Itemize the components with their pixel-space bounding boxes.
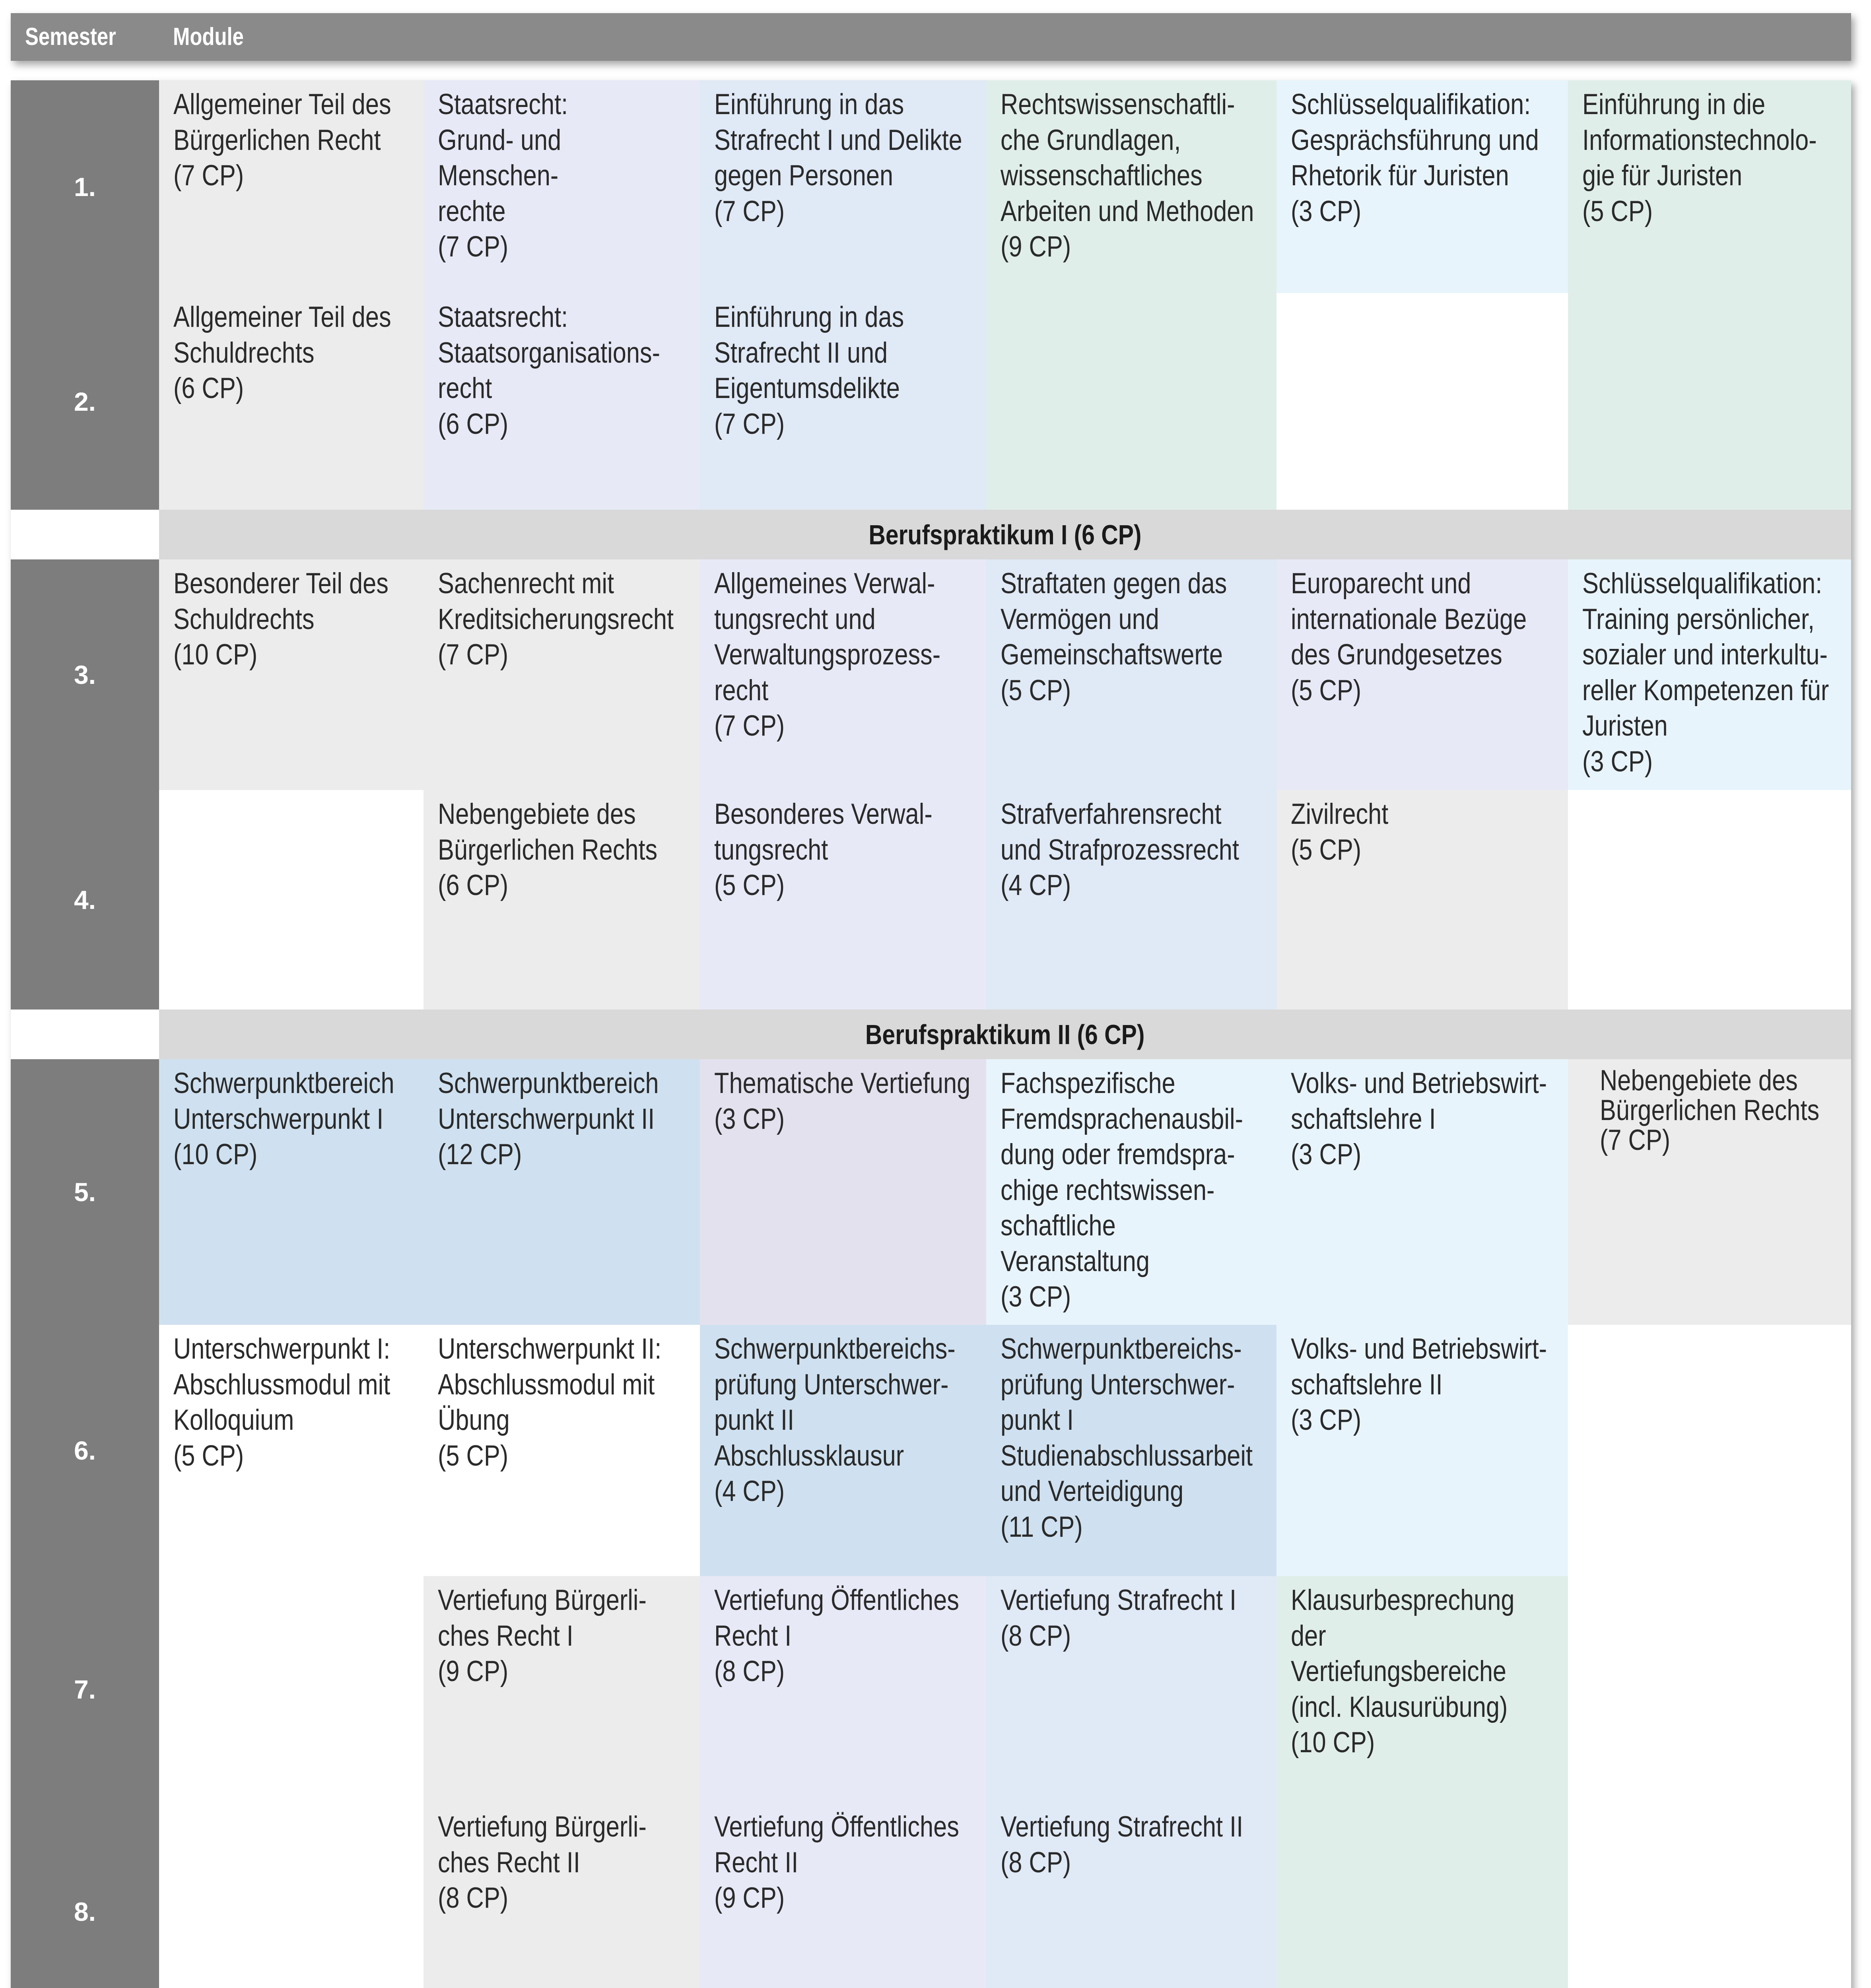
module-s8-c3: Vertiefung Öffentliches Recht II (9 CP) [700, 1803, 986, 1988]
semester-5: 5. [74, 1177, 96, 1207]
module-s1-c2: Staatsrecht: Grund- und Menschen- rechte (7 CP) [424, 80, 700, 293]
empty-cell [1568, 790, 1851, 1010]
module-s3-c5: Europarecht und internationale Bezüge des Grundgesetzes (5 CP) [1276, 559, 1568, 790]
module-s4-c5: Zivilrecht (5 CP) [1276, 790, 1568, 1010]
module-s12-c6: Einführung in die Informationstechnolo- gie für Juristen (5 CP) [1568, 80, 1851, 510]
module-s6-c5: Volks- und Betriebswirt- schaftslehre II (3 CP) [1276, 1325, 1568, 1576]
semester-8: 8. [74, 1897, 96, 1926]
module-s5-c3: Thematische Vertiefung (3 CP) [700, 1059, 986, 1325]
module-s3-c2: Sachenrecht mit Kreditsicherungsrecht (7 CP) [424, 559, 700, 790]
module-s2-c2: Staatsrecht: Staatsorganisations- recht (6 CP) [424, 293, 700, 510]
semester-3: 3. [74, 660, 96, 689]
module-s1-c1: Allgemeiner Teil des Bürgerlichen Recht (7 CP) [159, 80, 424, 293]
module-s1-c3: Einführung in das Strafrecht I und Delikte gegen Personen (7 CP) [700, 80, 986, 293]
module-s3-c3: Allgemeines Verwal- tungsrecht und Verwaltungsprozess- recht (7 CP) [700, 559, 986, 790]
module-s6-c2: Unterschwerpunkt II: Abschlussmodul mit Übung (5 CP) [424, 1325, 700, 1576]
module-s5-c5: Volks- und Betriebswirt- schaftslehre I (3 CP) [1276, 1059, 1568, 1576]
module-s4-c2: Nebengebiete des Bürgerlichen Rechts (6 CP) [424, 790, 700, 1010]
semester-column-header: Semester [25, 23, 116, 50]
module-s5-c2: Schwerpunktbereich Unterschwerpunkt II (12 CP) [424, 1059, 700, 1325]
module-s5-c6: Nebengebiete des Bürgerlichen Rechts (7 CP) [1568, 1059, 1851, 1325]
module-s3-c4: Straftaten gegen das Vermögen und Gemeinschaftswerte (5 CP) [986, 559, 1276, 790]
module-s6-c3: Schwerpunktbereichs- prüfung Unterschwer- punkt II Abschlussklausur (4 CP) [700, 1325, 986, 1576]
module-s8-c2: Vertiefung Bürgerli- ches Recht II (8 CP) [424, 1803, 700, 1988]
table-header [11, 13, 1851, 61]
module-s7-c4: Vertiefung Strafrecht I (8 CP) [986, 1576, 1276, 1803]
module-s1-c5: Schlüsselqualifikation: Gesprächsführung und Rhetorik für Juristen (3 CP) [1276, 80, 1568, 293]
module-s3-c6: Schlüsselqualifikation: Training persönlicher, sozialer und interkultu- reller Kompetenzen für Juristen (3 CP) [1568, 559, 1851, 790]
module-s2-c1: Allgemeiner Teil des Schuldrechts (6 CP) [159, 293, 424, 510]
band-berufspraktikum-1: Berufspraktikum I (6 CP) [159, 510, 1851, 559]
module-s78-c5: Klausurbesprechung der Vertiefungsbereiche (incl. Klausurübung) (10 CP) [1276, 1576, 1568, 1988]
module-s8-c4: Vertiefung Strafrecht II (8 CP) [986, 1803, 1276, 1988]
semester-1: 1. [74, 172, 96, 202]
module-s3-c1: Besonderer Teil des Schuldrechts (10 CP) [159, 559, 424, 790]
module-s6-c4: Schwerpunktbereichs- prüfung Unterschwer- punkt I Studienabschlussarbeit und Verteidigung (11 CP) [986, 1325, 1276, 1576]
band-berufspraktikum-2: Berufspraktikum II (6 CP) [159, 1010, 1851, 1059]
module-s7-c2: Vertiefung Bürgerli- ches Recht I (9 CP) [424, 1576, 700, 1803]
module-s12-c4: Rechtswissenschaftli- che Grundlagen, wissenschaftliches Arbeiten und Methoden (9 CP) [986, 80, 1276, 510]
module-s5-c1: Schwerpunktbereich Unterschwerpunkt I (10 CP) [159, 1059, 424, 1325]
module-s6-c1: Unterschwerpunkt I: Abschlussmodul mit Kolloquium (5 CP) [159, 1325, 424, 1988]
module-s5-c4: Fachspezifische Fremdsprachenausbil- dung oder fremdspra- chige rechtswissen- schaftliche Veranstaltung (3 CP) [986, 1059, 1276, 1325]
empty-cell [159, 790, 424, 1010]
module-s4-c4: Strafverfahrensrecht und Strafprozessrecht (4 CP) [986, 790, 1276, 1010]
module-s4-c3: Besonderes Verwal- tungsrecht (5 CP) [700, 790, 986, 1010]
semester-4: 4. [74, 885, 96, 914]
empty-cell [1276, 293, 1568, 510]
module-s2-c3: Einführung in das Strafrecht II und Eigentumsdelikte (7 CP) [700, 293, 986, 510]
semester-2: 2. [74, 386, 96, 416]
module-column-header: Module [173, 23, 244, 50]
semester-7: 7. [74, 1675, 96, 1704]
module-s7-c3: Vertiefung Öffentliches Recht I (8 CP) [700, 1576, 986, 1803]
semester-6: 6. [74, 1436, 96, 1465]
